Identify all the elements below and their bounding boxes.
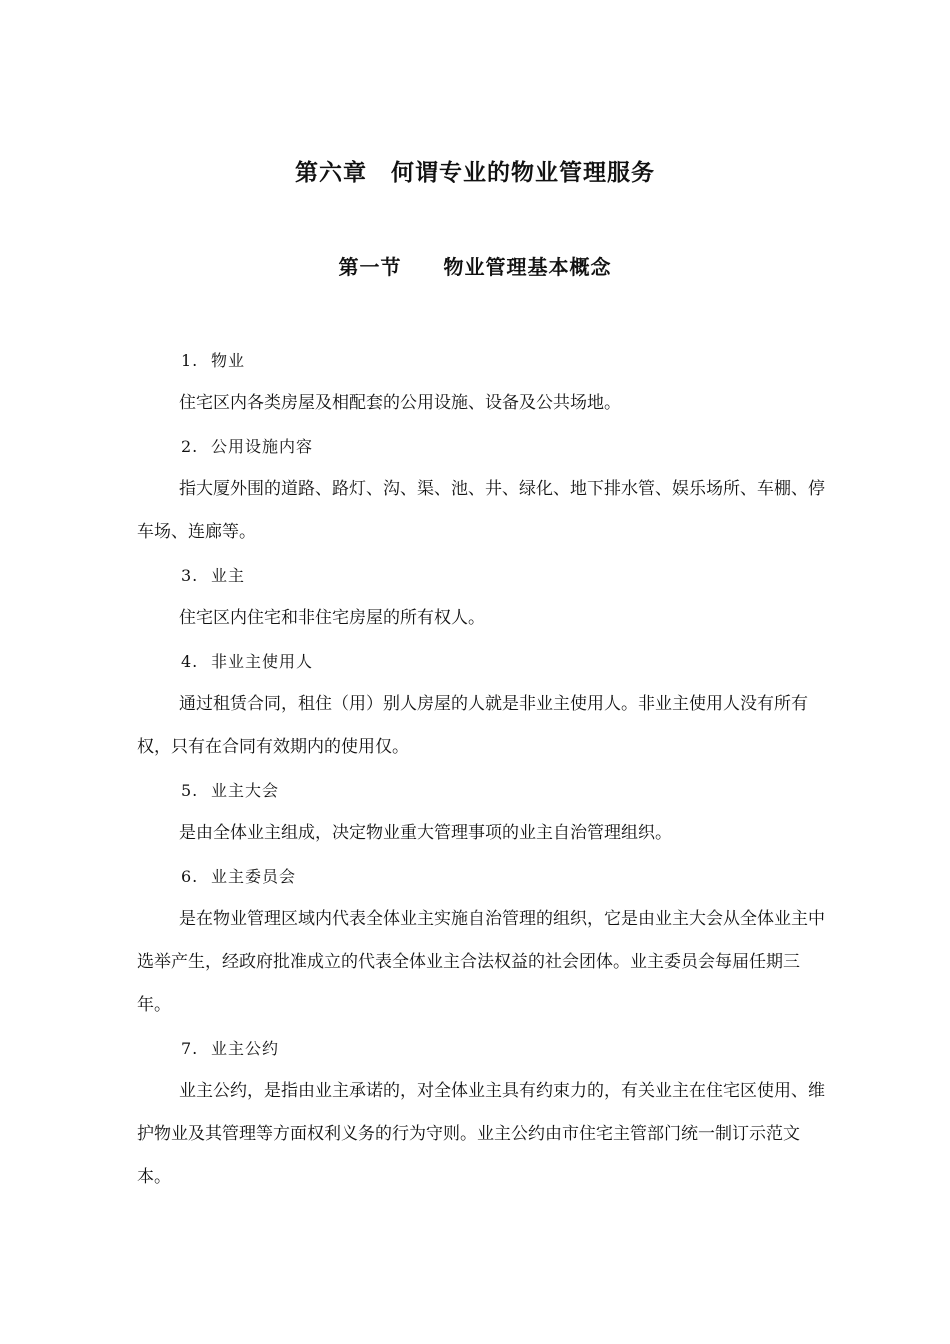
item-term: 业主: [211, 566, 246, 585]
item-heading: [137, 425, 827, 468]
item-term: 非业主使用人: [211, 652, 314, 671]
item-term: 业主公约: [211, 1039, 280, 1058]
definition-item: [137, 1027, 827, 1199]
paragraph-line: 主委员会每届任期三年。: [137, 952, 800, 1015]
item-term: 业主委员会: [211, 867, 297, 886]
item-term: 业主大会: [211, 781, 280, 800]
paragraph-line: 全体业主中选举产生，经政府批准成立的代表全体业主合法权益的社会团体。业: [137, 909, 825, 972]
definition-item: [137, 554, 827, 640]
item-number: 2.: [181, 437, 199, 456]
item-number: 3.: [181, 566, 199, 585]
item-heading: [137, 554, 827, 597]
item-heading: [137, 339, 827, 382]
item-number: 7.: [181, 1039, 199, 1058]
paragraph-line: 没有所有权，只有在合同有效期内的使用仅。: [137, 694, 808, 757]
definition-item: [137, 855, 827, 1027]
paragraph-line: 住宅区内住宅和非住宅房屋的所有权人。: [179, 608, 485, 628]
body-text: [137, 339, 827, 1199]
item-term: 公用设施内容: [211, 437, 314, 456]
item-paragraph: [137, 1070, 827, 1199]
paragraph-line: 车棚、停车场、连廊等。: [137, 479, 825, 542]
item-heading: [137, 769, 827, 812]
item-term: 物业: [211, 351, 246, 370]
paragraph-line: 住宅区内各类房屋及相配套的公用设施、设备及公共场地。: [179, 393, 621, 413]
item-paragraph: [137, 382, 827, 425]
item-number: 6.: [181, 867, 199, 886]
paragraph-line: 区使用、维护物业及其管理等方面权利义务的行为守则。业主公约由市住宅主管: [137, 1081, 825, 1144]
item-paragraph: [137, 812, 827, 855]
item-number: 5.: [181, 781, 199, 800]
definition-item: [137, 769, 827, 855]
item-heading: [137, 1027, 827, 1070]
paragraph-line: 通过租赁合同，租住（用）别人房屋的人就是非业主使用人。非业主使用人: [179, 694, 740, 714]
item-paragraph: [137, 468, 827, 554]
paragraph-line: 是由全体业主组成，决定物业重大管理事项的业主自治管理组织。: [179, 823, 672, 843]
item-paragraph: [137, 898, 827, 1027]
definition-item: [137, 339, 827, 425]
item-paragraph: [137, 597, 827, 640]
paragraph-line: 部门统一制订示范文本。: [137, 1124, 800, 1187]
paragraph-line: 业主公约，是指由业主承诺的，对全体业主具有约束力的，有关业主在住宅: [179, 1081, 740, 1101]
item-heading: [137, 640, 827, 683]
paragraph-line: 指大厦外围的道路、路灯、沟、渠、池、井、绿化、地下排水管、娱乐场所、: [179, 479, 757, 499]
item-number: 1.: [181, 351, 199, 370]
definition-item: [137, 425, 827, 554]
item-heading: [137, 855, 827, 898]
item-number: 4.: [181, 652, 199, 671]
item-paragraph: [137, 683, 827, 769]
definition-item: [137, 640, 827, 769]
paragraph-line: 是在物业管理区域内代表全体业主实施自治管理的组织，它是由业主大会从: [179, 909, 740, 929]
section-title: 第一节 物业管理基本概念: [338, 255, 612, 279]
chapter-title: 第六章 何谓专业的物业管理服务: [295, 160, 655, 186]
